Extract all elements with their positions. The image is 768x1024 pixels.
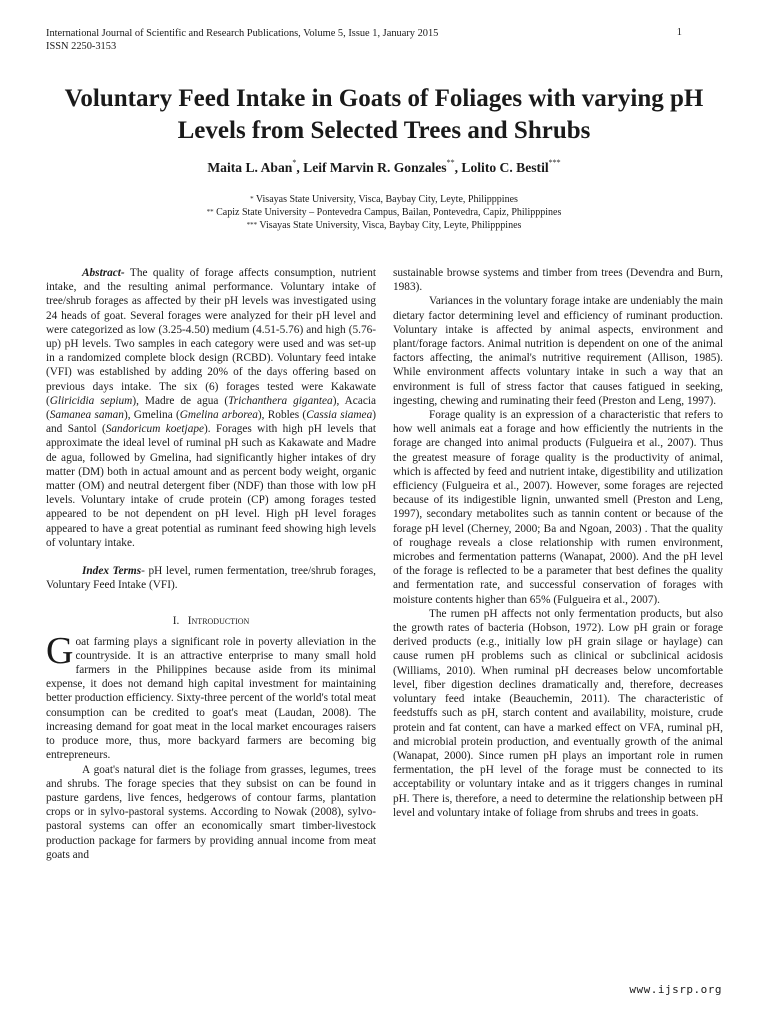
- species-name: Cassia siamea: [306, 409, 373, 422]
- index-terms-label: Index Terms: [82, 565, 142, 578]
- author-3-mark: ***: [548, 158, 561, 167]
- author-1: Maita L. Aban: [207, 160, 293, 175]
- author-2: Leif Marvin R. Gonzales: [303, 160, 447, 175]
- body-paragraph: The rumen pH affects not only fermentation products, but also the growth rates of bacteria (Hobson, 1972). Low pH grain or forage derived products (e.g., initially low pH grain silage or haylage) can cause rumen pH problems such as clinical or subclinical acidosis (Williams, 2010). When ruminal pH decreases below uncomfortable level, fiber digestion declines dramatically and, therefore, decreases voluntary feed intake (Beauchemin, 2011). The characteristic of feedstuffs such as pH, starch content and availability, moisture, crude protein and fat content, can have a marked effect on VFA, ruminal pH, and microbial protein production, and eventually growth of the animal (Wanapat, 2000). Since rumen pH plays an important role in rumen fermentation, the pH level of the forage must be connected to its acceptability or voluntary intake and as it triggers changes in ruminal pH. There is, therefore, a need to determine the relationship between pH level and voluntary intake of foliage from shrubs and trees in goats.: [393, 607, 723, 819]
- abstract-text: ), Robles (: [257, 409, 307, 422]
- affiliation-text: Visayas State University, Visca, Baybay City, Leyte, Philipppines: [253, 194, 518, 205]
- section-heading: [46, 614, 376, 628]
- species-name: Gliricidia sepium: [49, 394, 133, 407]
- author-3: Lolito C. Bestil: [461, 160, 549, 175]
- index-terms-text: - pH level, rumen fermentation, tree/shrub forages, Voluntary Feed Intake (VFI).: [46, 565, 376, 592]
- affiliation-text: Capiz State University – Pontevedra Campus, Bailan, Pontevedra, Capiz, Philipppines: [213, 207, 562, 218]
- paper-title: Voluntary Feed Intake in Goats of Foliages with varying pH Levels from Selected Trees and Shrubs: [64, 85, 704, 144]
- body-paragraph: Variances in the voluntary forage intake are undeniably the main dietary factor determining level and efficiency of ruminant production. Voluntary intake is affected by animal aspects, environment and plant/forage factors. Animal nutrition is dependent on one of the animal factors affecting, the animal's nutritive requirement (Allison, 1985). While environment affects voluntary intake in such a way that an environment is full of stress factor that causes fatigued in seeking, ingesting, chewing and ruminating their feed (Preston and Leng, 1997).: [393, 295, 723, 407]
- affiliation-text: Visayas State University, Visca, Baybay City, Leyte, Philipppines: [257, 220, 522, 231]
- abstract-text: ) and Santol (: [46, 409, 376, 436]
- right-column: [393, 266, 723, 820]
- author-2-mark: **: [446, 158, 455, 167]
- species-name: Samanea saman: [49, 409, 124, 422]
- affiliation-mark: ***: [246, 221, 258, 229]
- running-header: [46, 27, 438, 53]
- affiliation: [0, 219, 768, 232]
- left-column: [46, 266, 376, 862]
- affiliation: [0, 193, 768, 206]
- abstract-text: ). Forages with high pH levels that approximate the ideal level of ruminal pH such as Kakawate and Madre de agua, followed by Gmelina, had significantly higher intakes of dry matter (DM) both in actual amount and as percent body weight, organic matter (OM) and neutral detergent fiber (NDF) than those with low pH levels. Voluntary intake of crude protein (CP) among forages tested appeared to be not dependent on pH level. High pH level forages appeared to have a great potential as ruminant feed showing high levels of voluntary intake.: [46, 423, 377, 549]
- intro-text: oat farming plays a significant role in poverty alleviation in the countryside. It is an attractive enterprise to many small hold farmers in the Philippines because aside from its minimal expense, it does not demand high capital investment for maintaining better production efficiency. Sixty-three percent of the world's total meat consumption can be credited to goat's meat (Laudan, 2008). The increasing demand for goat meat in the local market encourages raisers to produce more, thus, more backyard farmers are becoming big entrepreneurs.: [46, 635, 376, 762]
- affiliations: [0, 193, 768, 232]
- abstract-label: Abstract-: [82, 267, 125, 279]
- abstract: [46, 266, 376, 550]
- journal-citation: International Journal of Scientific and Research Publications, Volume 5, Issue 1, January 2015: [46, 28, 439, 39]
- body-paragraph: sustainable browse systems and timber from trees (Devendra and Burn, 1983).: [393, 267, 723, 294]
- intro-paragraph-2: A goat's natural diet is the foliage from grasses, legumes, trees and shrubs. The forage species that they subsist on can be found in pasture gardens, live fences, hedgerows of contour farms, plantation crops or in sylvo-pastoral systems. According to Nowak (2008), sylvo-pastoral systems can offer an economically smart timber-livestock production package for farmers by providing annual income from meat goats and: [46, 763, 376, 861]
- species-name: Gmelina arborea: [179, 409, 258, 422]
- abstract-text: The quality of forage affects consumption, nutrient intake, and the resulting animal performance. Voluntary intake of tree/shrub forages as affected by their pH levels was investigated using 24 heads of goat. Several forages were analyzed for their pH level and were categorized as low (3.25-4.50) medium (4.51-5.76) and high (5.76-up) pH levels. Two samples in each category were used and was set-up in a randomized complete block design (RCBD). Voluntary feed intake (VFI) was established by adding 20% of the days offering based on previous days intake. The six (6) forages tested were Kakawate (: [46, 267, 376, 407]
- author-separator: ,: [454, 160, 462, 175]
- intro-paragraph-1: [46, 629, 376, 763]
- abstract-text: ), Madre de agua (: [132, 394, 229, 407]
- body-paragraph: Forage quality is an expression of a characteristic that refers to how well animals eat a forage and how efficiently the nutrients in the forage are changed into animal products (Fulgueira et al., 2007). Thus the greatest measure of forage quality is the productivity of animal, which is affected by feed and nutrient intake, digestibility and utilization efficiency (Fulgueira et al., 2007). However, some forages are rejected because of its indigestible lignin, unwanted smell (Preston and Leng, 1997), secondary metabolites such as tannin content or because of the forage pH level (Cherney, 2000; Ba and Ngoan, 2003) . That the quality of roughage reveals a close relationship with rumen environment, microbes and fermentation patterns (Wanapat, 2000). And the pH level of the forage is reflected to be a parameter that best defines the quality and fermentation rate, and successful conservation of forages with moisture contents higher than 65% (Fulgueira et al., 2007).: [393, 409, 723, 606]
- abstract-text: ), Gmelina (: [123, 409, 180, 422]
- section-number: I.: [172, 615, 180, 628]
- author-line: [0, 160, 768, 176]
- issn: ISSN 2250-3153: [46, 41, 117, 52]
- abstract-text: ), Acacia (: [46, 394, 377, 422]
- index-terms: [46, 564, 376, 592]
- species-name: Trichanthera gigantea: [228, 394, 333, 407]
- author-separator: ,: [296, 160, 304, 175]
- affiliation-mark: **: [206, 208, 214, 216]
- section-title: Introduction: [187, 615, 250, 628]
- affiliation: [0, 206, 768, 219]
- author-1-mark: *: [292, 158, 297, 167]
- species-name: Sandoricum koetjape: [105, 423, 205, 436]
- page-number: 1: [676, 27, 682, 38]
- affiliation-mark: *: [250, 195, 254, 203]
- drop-cap: G: [46, 629, 74, 672]
- footer-url: www.ijsrp.org: [629, 983, 722, 996]
